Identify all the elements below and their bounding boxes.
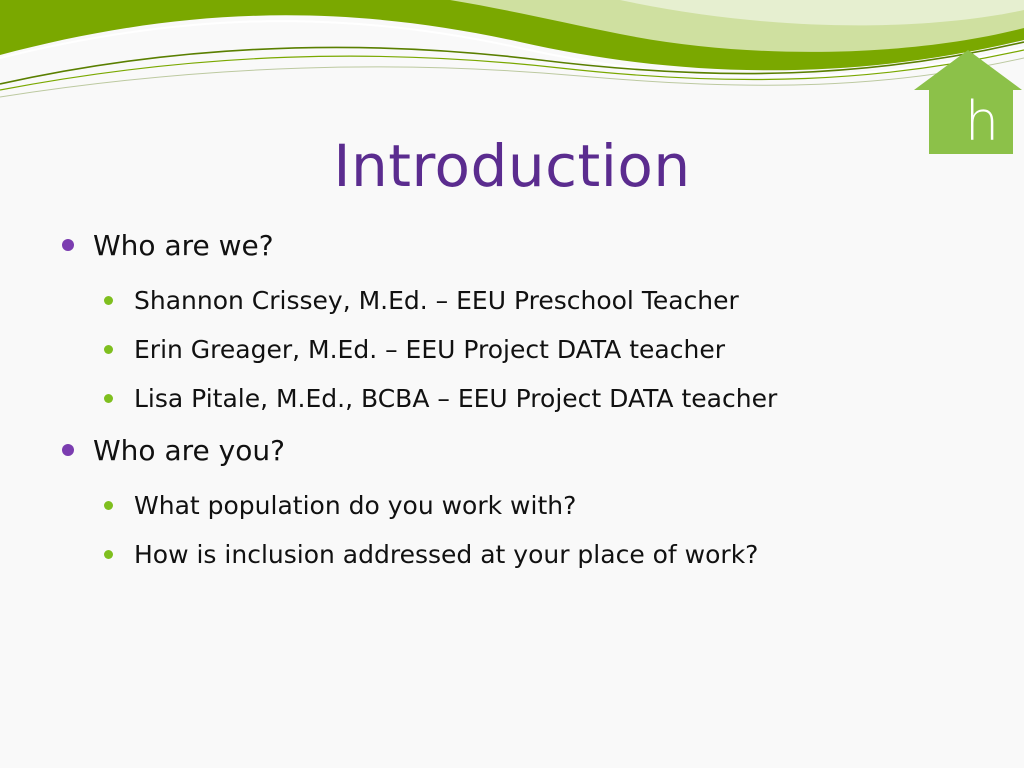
bullet-text: Who are we? — [93, 229, 274, 262]
bullet-dot-icon — [62, 444, 74, 456]
slide-title: Introduction — [333, 132, 691, 200]
sub-bullet-dot-icon — [104, 345, 113, 354]
sub-bullet-item — [104, 530, 962, 579]
bullet-item — [62, 224, 962, 268]
header-wave-decoration — [0, 0, 1024, 130]
sub-bullet-text: What population do you work with? — [134, 491, 577, 520]
sub-bullet-dot-icon — [104, 394, 113, 403]
sub-bullet-item — [104, 276, 962, 325]
slide-bullet-list — [62, 224, 962, 579]
bullet-text: Who are you? — [93, 434, 285, 467]
sub-bullet-text: How is inclusion addressed at your place of work? — [134, 540, 759, 569]
sub-bullet-dot-icon — [104, 550, 113, 559]
sub-bullet-item — [104, 374, 962, 423]
sub-bullet-dot-icon — [104, 296, 113, 305]
sub-bullet-text: Erin Greager, M.Ed. – EEU Project DATA teacher — [134, 335, 725, 364]
sub-bullet-dot-icon — [104, 501, 113, 510]
sub-bullet-text: Lisa Pitale, M.Ed., BCBA – EEU Project DATA teacher — [134, 384, 778, 413]
sub-bullet-text: Shannon Crissey, M.Ed. – EEU Preschool Teacher — [134, 286, 739, 315]
logo-letter: h — [964, 90, 1000, 153]
sub-bullet-item — [104, 481, 962, 530]
sub-bullet-item — [104, 325, 962, 374]
bullet-item — [62, 429, 962, 473]
bullet-dot-icon — [62, 239, 74, 251]
